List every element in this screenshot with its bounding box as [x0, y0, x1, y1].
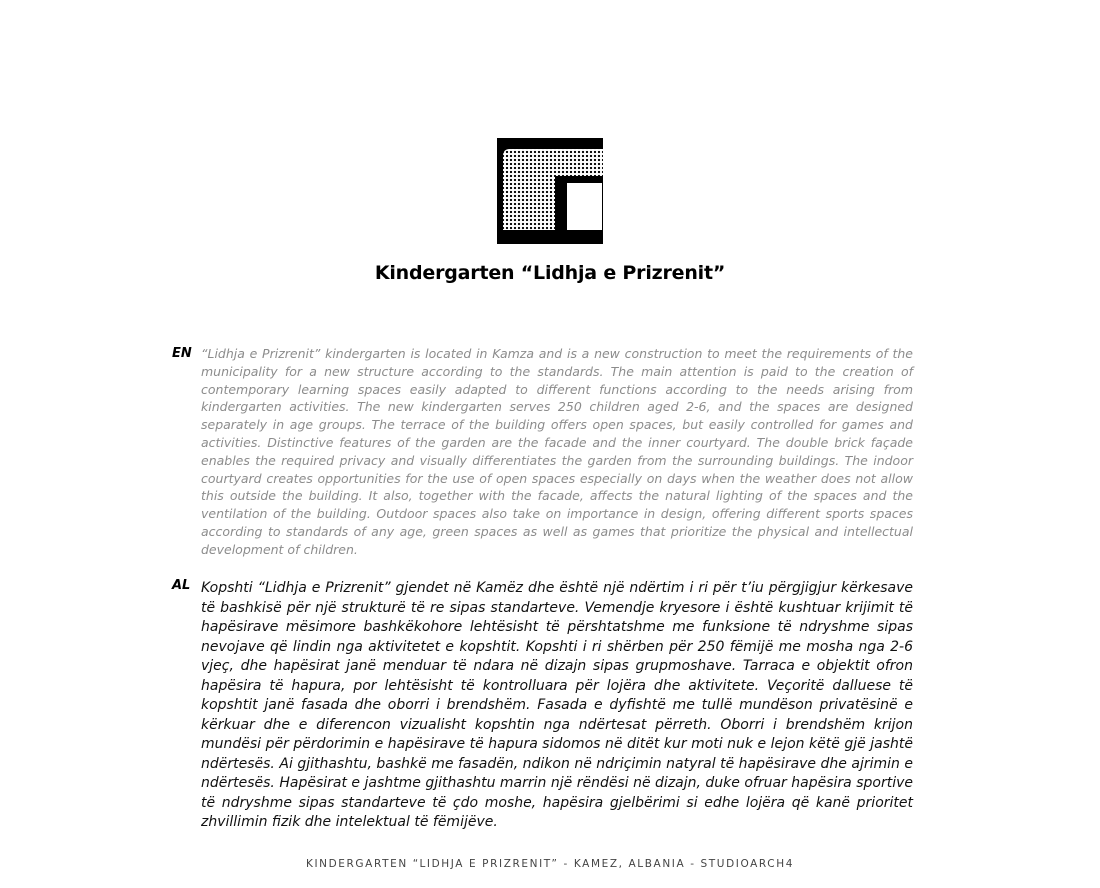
language-tag-en: EN — [172, 346, 192, 361]
language-tag-al: AL — [172, 578, 191, 593]
paragraph-albanian: Kopshti “Lidhja e Prizrenit” gjendet në Kamëz dhe është një ndërtim i ri për t’iu përgjigjur kërkesave të bashkisë për një strukturë të re sipas standarteve. Vemendje kryesore i është kushtuar krijimit të hapësirave mësimore bashkëkohore lehtësisht të përshtatshme me funksione të ndryshme sipas nevojave që lindin nga aktivitetet e kopshtit. Kopshti i ri shërben për 250 fëmijë me mosha nga 2-6 vjeç, dhe hapësirat janë menduar të ndara në dizajn sipas grupmoshave. Tarraca e objektit ofron hapësira të hapura, por lehtësisht të kontrolluara për lojëra dhe aktivitete. Veçoritë dalluese të kopshtit janë fasada dhe oborri i brendshëm. Fasada e dyfishtë me tullë mundëson privatësinë e kërkuar dhe e diferencon vizualisht kopshtin nga ndërtesat përreth. Oborri i brendshëm krijon mundësi për përdorimin e hapësirave të hapura sidomos në ditët kur moti nuk e lejon këtë gjë jashtë ndërtesës. Ai gjithashtu, bashkë me fasadën, ndikon në ndriçimin natyral të hapësirave dhe ajrimin e ndërtesës. Hapësirat e jashtme gjithashtu marrin një rëndësi në dizajn, duke ofruar hapësira sportive të ndryshme sipas standarteve të çdo moshe, hapësira gjelbërimi si edhe lojëra që kanë prioritet zhvillimin fizik dhe intelektual të fëmijëve. — [201, 580, 913, 830]
page-title: Kindergarten “Lidhja e Prizrenit” — [374, 262, 726, 284]
page-footer: KINDERGARTEN “LIDHJA E PRIZRENIT” - KAMEZ, ALBANIA - STUDIOARCH4 — [305, 858, 795, 870]
paragraph-english: “Lidhja e Prizrenit” kindergarten is located in Kamza and is a new construction to meet the requirements of the municipality for a new structure according to the standards. The main attention is paid to the creation of contemporary learning spaces easily adapted to different functions according to the needs arising from kindergarten activities. The new kindergarten serves 250 children aged 2-6, and the spaces are designed separately in age groups. The terrace of the building offers open spaces, but easily controlled for games and activities. Distinctive features of the garden are the facade and the inner courtyard. The double brick façade enables the required privacy and visually differentiates the garden from the surrounding buildings. The indoor courtyard creates opportunities for the use of open spaces especially on days when the weather does not allow this outside the building. It also, together with the facade, affects the natural lighting of the spaces and the ventilation of the building. Outdoor spaces also take on importance in design, offering different sports spaces according to standards of any age, green spaces as well as games that prioritize the physical and intellectual development of children. — [201, 346, 913, 557]
building-section-icon — [497, 138, 603, 244]
